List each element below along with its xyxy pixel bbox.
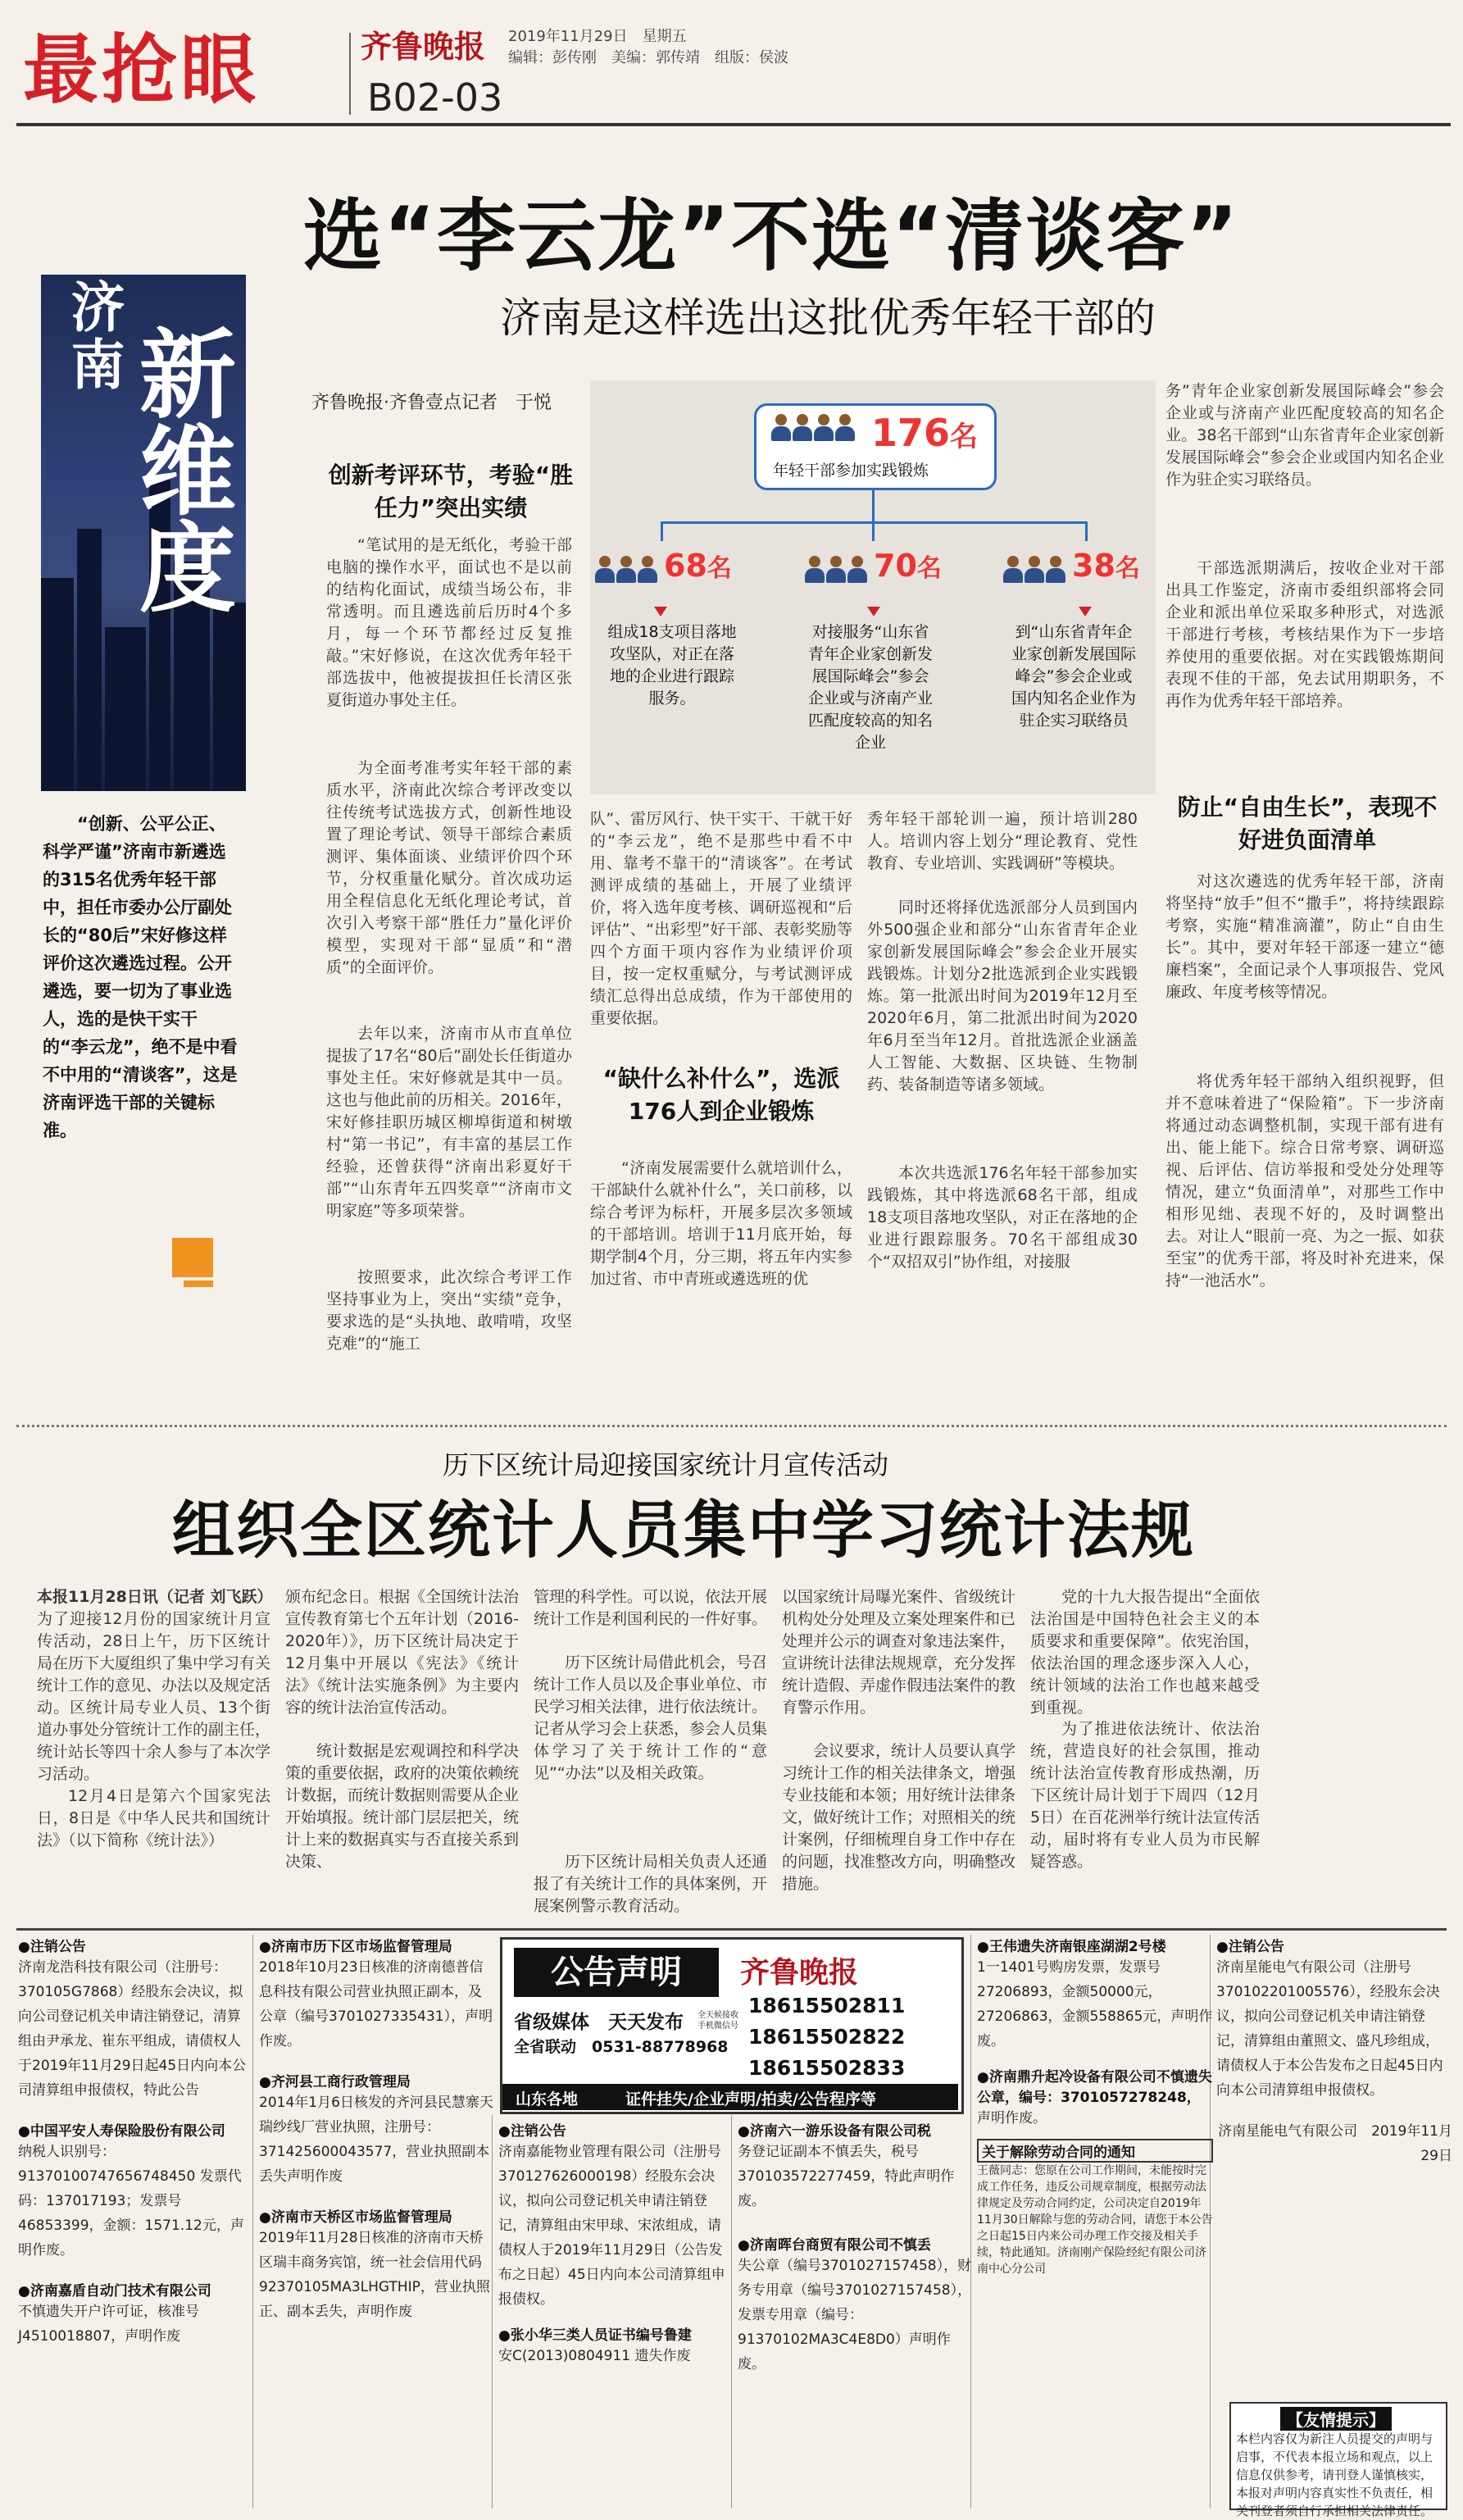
notice-services: 证件挂失/企业声明/拍卖/公告程序等 [625,2090,876,2108]
classifieds-col-2 [259,1935,495,2324]
classifieds-col-3 [498,2119,734,2368]
section-title: 最抢眼 [23,26,260,114]
second-article-col2-p2: 统计数据是宏观调控和科学决策的重要依据，政府的决策依赖统计数据，而统计数据则需要从企业开始填报。统计部门层层把关，统计上来的数据真实与否直接关系到决策、 [285,1742,520,1871]
notice-line2: 全省联动 0531-88778968 [514,2038,729,2056]
ad-heading: ●济南鼎升起冷设备有限公司不慎遗失公章，编号：3701057278248， [977,2069,1212,2106]
people-icon [1003,556,1067,587]
diagram-connector [661,521,663,541]
article-col1-p2: 为全面考准考实年轻干部的素质水平，济南此次综合考评改变以往传统考试选拔方式，创新性地设置了理论考试、领导干部综合素质测评、集体面谈、业绩评价四个环节，分权重量化赋分。首次成功运用全程信息化无纸化理论考试，首次引入考察干部“胜任力”量化评价模型，实现对干部“显质”和“潜质”的全面评价。 [326,759,572,976]
second-article-headline: 组织全区统计人员集中学习统计法规 [172,1494,1195,1567]
diagram-total-count: 176 [871,411,951,455]
diagram-branch-2 [805,544,944,595]
branch-1-count: 68 [664,548,707,584]
second-article-col1 [37,1586,273,1785]
ad-text: 济南龙浩科技有限公司（注册号：370105G7868）经股东会决议，拟向公司登记机关申请注销登记，清算组由尹承龙、崔东平组成，请债权人于2019年11月29日起45日内向本公司清算组申报债权，特此公告 [18,1959,247,2099]
classifieds-col-6 [1216,1935,1452,2168]
dateline: 本报11月28日讯（记者 刘飞跃） [37,1588,273,1606]
ad-text: 济南嘉能物业管理有限公司（注册号370127626000198）经股东会决议，拟向公司登记机关申请注销登记，清算组由宋甲球、宋浓组成，请债权人于2019年11月29日（公告发布之日起）45日内向本公司清算组申报债权。 [498,2144,725,2308]
notice-title: 公告声明 [514,1948,719,1997]
diagram-total-label: 年轻干部参加实践锻炼 [773,462,929,480]
ad-text: 声明作废。 [977,2110,1047,2127]
article-col4-p4: 将优秀年轻干部纳入组织视野，但并不意味着进了“保险箱”。下一步济南将通过动态调整机制，实现干部有进有出、能上能下。综合日常考察、调研巡视、后评估、信访举报和受处分处理等情况，建立“负面清单”，对那些工作中相形见绌、表现不好的，及时调整出去。对让人“眼前一亮、为之一振、如获至宝”的优秀干部，将及时补充进来，保持“一池活水”。 [1165,1072,1444,1290]
second-article-col3-p1: 管理的科学性。可以说，依法开展统计工作是利国利民的一件好事。 [534,1588,768,1628]
branch-3-unit: 名 [1115,554,1140,583]
notice-tagline: 山东各地 [516,2090,579,2108]
section-divider [16,1425,1447,1430]
newspaper-logo: 齐鲁晚报 [361,28,486,65]
ad-text: 2019年11月28日核准的济南市天桥区瑞丰商务宾馆，统一社会信用代码92370105MA3LHGTHIP，营业执照正、副本丢失，声明作废 [259,2230,490,2320]
ad-text: 2014年1月6日核发的齐河县民慧寨天瑞纱线厂营业执照，注册号：371425600043577，营业执照副本丢失声明作废 [259,2095,493,2185]
masthead-rule [16,123,1451,126]
ad-heading: ●济南六一游乐设备有限公司税 [738,2123,931,2140]
second-article-col5-p2: 为了推进依法统计、依法治统，营造良好的社会氛围，推动统计法治宣传教育形成热潮，历下区统计局计划于下周四（12月5日）在百花洲举行统计法宣传活动，届时将有专业人员为市民解疑答惑。 [1030,1720,1260,1871]
ad-heading: ●王伟遗失济南银座湖湖2号楼 [977,1939,1166,1955]
ad-text: 失公章（编号3701027157458），财务专用章（编号3701027157458），发票专用章（编号：91370102MA3C4E8D0）声明作废。 [738,2258,972,2372]
ad-heading: ●济南市历下区市场监督管理局 [259,1939,452,1955]
article-col3-p2: 同时还将择优选派部分人员到国内外500强企业和部分“山东省青年企业家创新发展国际峰会”参会企业开展实践锻炼。计划分2批选派到企业实践锻炼。第一批派出时间为2019年12月至2020年6月，第二批派出时间为2020年6月至当年12月。首批选派企业涵盖人工智能、大数据、区块链、生物制药、装备制造等诸多领域。 [867,898,1138,1094]
date-line: 2019年11月29日 星期五 [508,28,687,45]
notice-phone-2: 18615502822 [748,2025,906,2049]
section-heading-1: 创新考评环节，考验“胜任力”突出实绩 [328,462,574,521]
branch-2-count: 70 [874,548,917,584]
ad-heading: 关于解除劳动合同的通知 [977,2139,1213,2163]
people-icon [771,414,856,445]
notice-mini-note: 全天候接收 手机微信号 [697,2011,738,2031]
second-article-col4-p1: 以国家统计局曝光案件、省级统计机构处分处理及立案处理案件和已处理并公示的调查对象违法案件，宣讲统计法律法规规章，充分发挥统计造假、弄虚作假违法案件的教育警示作用。 [782,1588,1016,1717]
tips-text: 本栏内容仅为新注人员提交的声明与启事，不代表本报立场和观点，以上信息仅供参考，请刊登人谨慎核实，本报对声明内容真实性不负责任，相关刊登者须自行承担相关法律责任。 [1236,2431,1433,2518]
diagram-connector [1085,521,1088,541]
classifieds-rule [16,1928,1447,1931]
diagram-unit: 名 [950,421,979,453]
ad-text: 1一1401号购房发票，发票号27206893，金额50000元，27206863，金额558865元，声明作废。 [977,1959,1213,2049]
ad-heading: ●中国平安人寿保险股份有限公司 [18,2123,225,2140]
ad-text: 不慎遗失开户许可证，核准号J4510018807，声明作废 [18,2304,199,2345]
diagram-branch-1 [595,544,734,595]
diagram-connector [872,521,875,541]
cadre-dispatch-diagram [590,380,1156,794]
second-article-col3-p2: 历下区统计局借此机会，号召统计工作人员以及企事业单位、市民学习相关法律，进行依法统计。记者从学习会上获悉，参会人员集体学习了关于统计工作的“意见”“办法”以及相关政策。 [534,1653,768,1782]
article-col4-p2: 干部选派期满后，按收企业对干部出具工作鉴定，济南市委组织部将会同企业和派出单位采取多种形式，对选派干部进行考核，考核结果作为下一步培养使用的重要依据。对在实践锻炼期间表现不佳的干部，免去试用期职务，不再作为优秀年轻干部培养。 [1165,559,1444,710]
section-heading-2: “缺什么补什么”，选派176人到企业锻炼 [602,1065,840,1125]
second-article-col1-text: 为了迎接12月份的国家统计月宣传活动，28日上午，历下区统计局在历下大厦组织了集中学习有关统计工作的意见、办法以及规定活动。区统计局专业人员、13个街道办事处分管统计工作的副主任，统计站长等四十余人参与了本次学习活动。 [37,1610,271,1783]
ad-heading: ●济南嘉盾自动门技术有限公司 [18,2283,211,2299]
ad-text: 王薇同志：您原在公司工作期间，未能按时完成工作任务，违反公司规章制度，根据劳动法律规定及劳动合同约定，公司决定自2019年11月30日解除与您的劳动合同，请您于本公告之日起15日内来公司办理工作交接及相关手续，特此通知。济南刚产保险经纪有限公司济南中心分公司 [977,2164,1213,2276]
ad-heading: ●注销公告 [1216,1939,1284,1955]
masthead-separator [349,33,351,115]
down-arrow-icon [867,607,880,616]
ad-heading: ●张小华三类人员证书编号鲁建 [498,2327,692,2344]
branch-2-unit: 名 [916,554,942,583]
notice-ad-box [500,1937,964,2114]
ad-heading: ●济南市天桥区市场监督管理局 [259,2209,452,2226]
ad-text: 务登记证副本不慎丢失，税号370103572277459，特此声明作废。 [738,2144,955,2209]
ad-text: 济南星能电气有限公司（注册号370102201005576），经股东会决议，拟向公司登记机关申请注销登记，清算组由董照文、盛凡珍组成，请债权人于本公告发布之日起45日内向本公司清算组申报债权。 [1216,1959,1443,2099]
branch-1-desc: 组成18支项目落地攻坚队，对正在落地的企业进行跟踪服务。 [607,623,737,707]
ad-text: 2018年10月23日核准的济南德普信息科技有限公司营业执照正副本，及公章（编号3701027335431），声明作废。 [259,1959,493,2049]
main-subheadline: 济南是这样选出这批优秀年轻干部的 [500,294,1156,342]
down-arrow-icon [654,607,667,616]
tips-title: 【友情提示】 [1280,2407,1392,2431]
ad-heading: ●齐河县工商行政管理局 [259,2074,411,2090]
photo-caption-city: 济南 [61,279,125,393]
decorative-orange-bar [184,1280,213,1287]
friendly-tips-box [1229,2402,1447,2518]
branch-1-unit: 名 [707,554,732,583]
branch-2-desc: 对接服务“山东省青年企业家创新发展国际峰会”参会企业或与济南产业匹配度较高的知名企业 [807,623,933,752]
classifieds-col-5 [977,1935,1213,2277]
second-article-col5-p1: 党的十九大报告提出“全面依法治国是中国特色社会主义的本质要求和重要保障”。依宪治国，依法治国的理念逐步深入人心，统计领域的法治工作也越来越受到重视。 [1030,1588,1260,1717]
people-icon [595,556,659,587]
ad-text: 纳税人识别号：91370100747656748450 发票代码：137017193；发票号46853399，金额：1571.12元，声明作废。 [18,2144,244,2258]
article-col2-p1: 队”、雷厉风行、快干实干、干就干好的“李云龙”，绝不是那些中看不中用、靠考不靠干的“清谈客”。在考试测评成绩的基础上，开展了业绩评价，将入选年度考核、调研巡视和“后评估”、“出彩型”好干部、表彰奖励等四个方面干项内容作为业绩评价项目，按一定权重赋分，与考试测评成绩汇总得出总成绩，作为干部使用的重要依据。 [590,810,852,1027]
branch-3-count: 38 [1072,548,1115,584]
article-col1-p4: 按照要求，此次综合考评工作坚持事业为上，突出“实绩”竞争，要求选的是“头执地、敢啃啃，攻坚克难”的“施工 [326,1268,572,1353]
second-article-col4-p2: 会议要求，统计人员要认真学习统计工作的相关法律条文，增强专业技能和本领；用好统计法律条文，做好统计工作；对照相关的统计案例，仔细梳理自身工作中存在的问题，找准整改方向，明确整改措施。 [782,1742,1016,1893]
second-article-col3-p3: 历下区统计局相关负责人还通报了有关统计工作的具体案例，开展案例警示教育活动。 [534,1853,768,1915]
second-article-col2-p1: 颁布纪念日。根据《全国统计法治宣传教育第七个五年计划（2016-2020年）》，历下区统计局决定于12月集中开展以《宪法》《统计法》《统计法实施条例》为主要内容的统计法治宣传活动。 [285,1588,520,1717]
notice-newspaper-logo: 齐鲁晚报 [740,1955,859,1990]
diagram-connector [872,490,875,523]
article-col1-p1: “笔试用的是无纸化，考验干部电脑的操作水平，面试也不是以前的结构化面试，成绩当场公布，非常透明。而且遴选前后历时4个多月，每一个环节都经过反复推敲。”宋好修说，在这次优秀年轻干部选拔中，他被提拔担任长清区张夏街道办事处主任。 [326,536,572,709]
ad-heading: ●注销公告 [18,1939,86,1955]
ad-heading: ●济南晖台商贸有限公司不慎丢 [738,2237,931,2254]
article-col1-p3: 去年以来，济南市从市直单位提拔了17名“80后”副处长任街道办事处主任。宋好修就是其中一员。这也与他此前的历相关。2016年，宋好修挂职历城区柳埠街道和树墩村“第一书记”，有丰富的基层工作经验，还曾获得“济南出彩夏好干部”“山东青年五四奖章”“济南市文明家庭”等多项荣誉。 [326,1025,572,1220]
classifieds-col-1 [18,1935,254,2349]
notice-line1: 省级媒体 天天发布 [514,2012,684,2033]
article-col3-p1: 秀年轻干部轮训一遍，预计培训280人。培训内容上划分“理论教育、党性教育、专业培训、实践调研”等模块。 [867,810,1138,872]
article-col2-p2: “济南发展需要什么就培训什么，干部缺什么就补什么”，关口前移，以综合考评为标杆，开展多层次多领域的干部培训。培训于11月底开始，每期学制4个月，分三期，将五年内实参加过省、市中青班或遴选班的优 [590,1159,852,1288]
second-article-col1-p2: 12月4日是第六个国家宪法日，8日是《中华人民共和国统计法》（以下简称《统计法》） [37,1787,270,1849]
ad-text: 安C(2013)0804911 遗失作废 [498,2348,691,2364]
byline: 齐鲁晚报·齐鲁壹点记者 于悦 [311,393,552,413]
article-col4-p1: 务”青年企业家创新发展国际峰会”参会企业或与济南产业匹配度较高的知名企业。38名干部到“山东省青年企业家创新发展国际峰会”参会企业或国内知名企业作为驻企实习联络员。 [1165,382,1444,489]
photo-caption-series: 新维度 [123,324,236,614]
people-icon [805,556,869,587]
branch-3-desc: 到“山东省青年企业家创新发展国际峰会”参会企业或国内知名企业作为驻企实习联络员 [1011,623,1136,730]
editors-line: 编辑：彭传刚 美编：郭传靖 组版：侯波 [508,49,788,66]
diagram-branch-3 [1003,544,1143,595]
diagram-total-box [754,403,997,490]
article-col4-p3: 对这次遴选的优秀年轻干部，济南将坚持“放手”但不“撒手”，将持续跟踪考察，实施“精准滴灌”，防止“自由生长”。其中，要对年轻干部逐一建立“德廉档案”，全面记录个人事项报告、党风廉政、年度考核等情况。 [1165,872,1444,1001]
article-col3-p3: 本次共选派176名年轻干部参加实践锻炼，其中将选派68名干部，组成18支项目落地攻坚队，对正在落地的企业进行跟踪服务。70名干部组成30个“双招双引”协作组，对接服 [867,1164,1138,1271]
main-headline: 选“李云龙”不选“清谈客” [303,190,1240,282]
second-article-kicker: 历下区统计局迎接国家统计月宣传活动 [443,1449,889,1481]
page-code: B02-03 [367,75,503,120]
section-heading-3: 防止“自由生长”，表现不好进负面清单 [1177,794,1438,853]
down-arrow-icon [1079,607,1092,616]
notice-phone-3: 18615502833 [748,2056,906,2080]
ad-text: 济南星能电气有限公司 2019年11月29日 [1218,2123,1452,2164]
sidebar-quote: “创新、公平公正、科学严谨”济南市新遴选的315名优秀年轻干部中，担任市委办公厅副处长的“80后”宋好修这样评价这次遴选过程。公开遴选，要一切为了事业选人，选的是快干实干的“李云龙”，绝不是中看不中用的“清谈客”，这是济南评选干部的关键标准。 [43,814,238,1140]
ad-heading: ●注销公告 [498,2123,566,2140]
classifieds-col-4 [738,2119,974,2377]
notice-phone-1: 18615502811 [748,1994,906,2017]
decorative-orange-block [172,1238,213,1277]
